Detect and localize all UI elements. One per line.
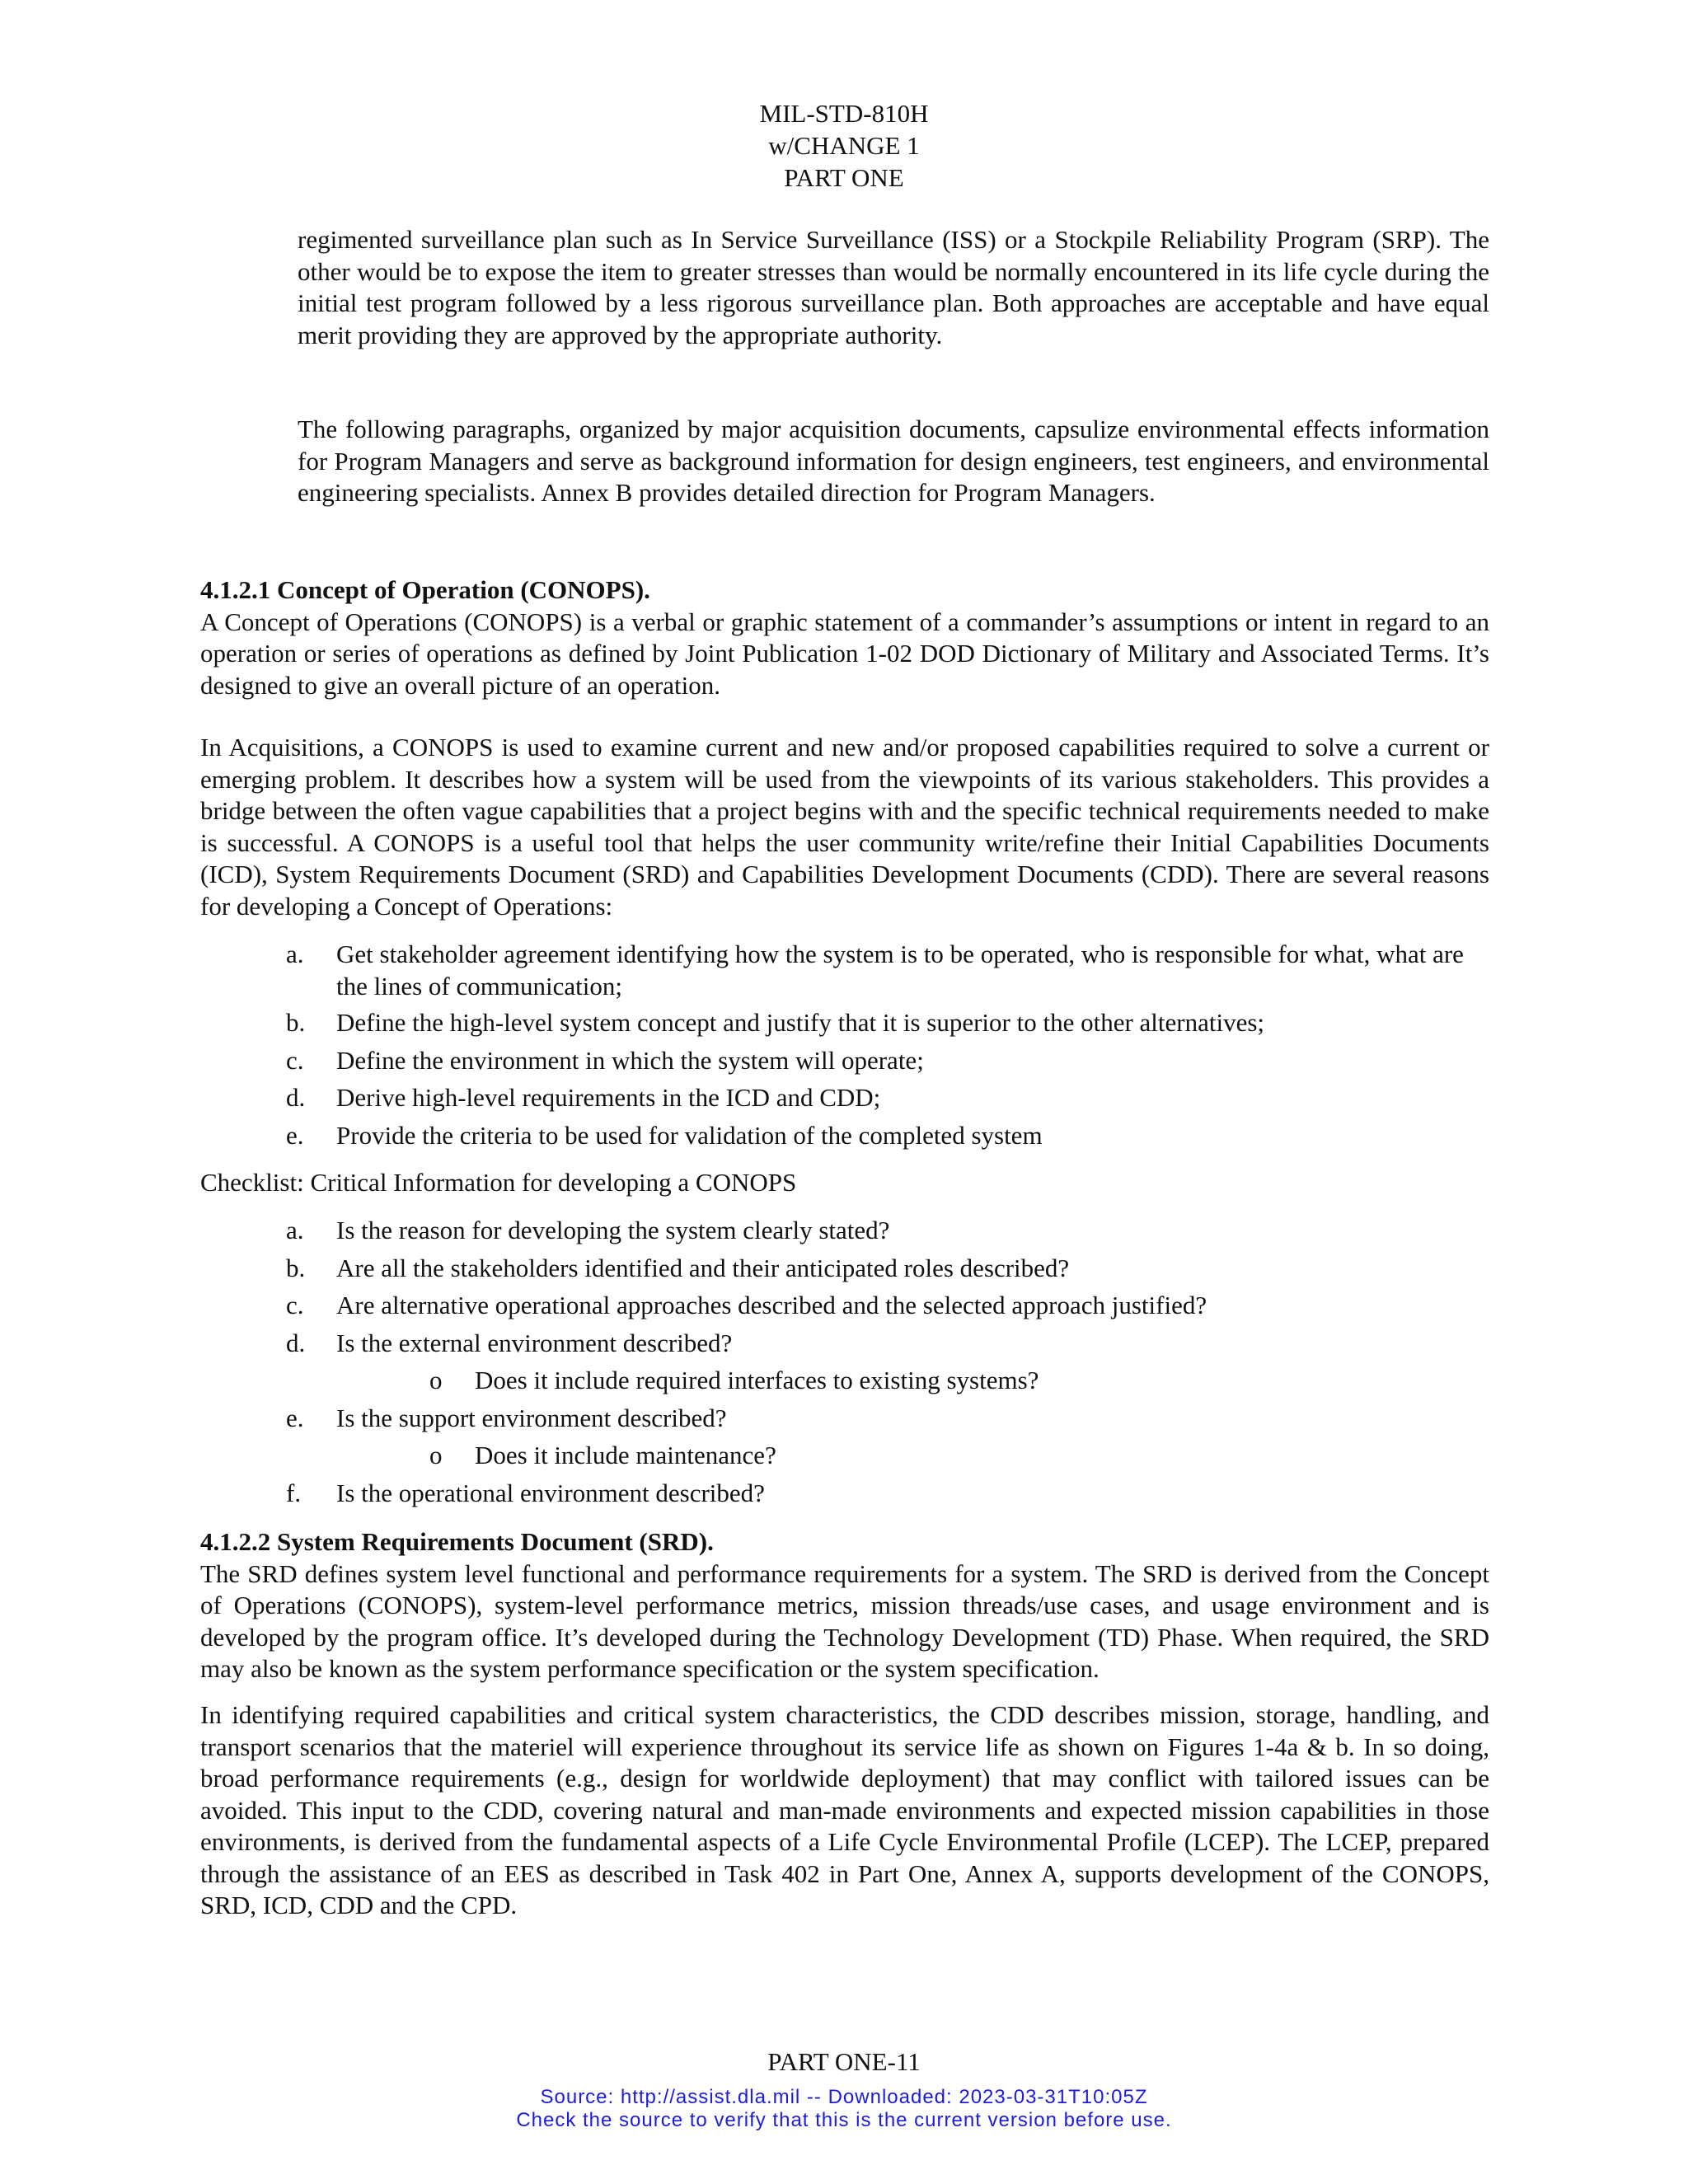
intro-paragraph-2: The following paragraphs, organized by major acquisition documents, capsulize environmental effects information for Program Managers and serve as background information for design engineers, test engineers, and environmental engineering specialists. Annex B provides detailed direction for Program Managers. — [298, 415, 1489, 507]
srd-heading: 4.1.2.2 System Requirements Document (SRD). — [200, 1527, 714, 1556]
sub-list-item: o Does it include required interfaces to existing systems? — [429, 1366, 1039, 1394]
conops-heading: 4.1.2.1 Concept of Operation (CONOPS). — [200, 575, 650, 604]
conops-checklist — [200, 1215, 1489, 1509]
list-item: a. Get stakeholder agreement identifying how the system is to be operated, who is responsible for what, what are the lines of communication; — [286, 940, 1464, 1001]
document-change: w/CHANGE 1 — [768, 131, 920, 160]
verify-line: Check the source to verify that this is the current version before use. — [516, 2109, 1172, 2131]
sub-list-item: o Does it include maintenance? — [429, 1441, 776, 1469]
intro-paragraph-1: regimented surveillance plan such as In Service Surveillance (ISS) or a Stockpile Reliability Program (SRP). The other would be to expose the item to greater stresses than would be normally encountered in its life cycle during the initial test program followed by a less rigorous surveillance plan. Both approaches are acceptable and have equal merit providing they are approved by the appropriate authority. — [298, 225, 1489, 349]
conops-reasons-list — [200, 939, 1489, 1151]
list-item: a. Is the reason for developing the system clearly stated? — [286, 1216, 890, 1244]
list-item: c. Are alternative operational approaches described and the selected approach justified? — [286, 1291, 1207, 1319]
srd-section — [200, 1526, 1489, 1685]
list-item: b. Define the high-level system concept and justify that it is superior to the other alternatives; — [286, 1008, 1265, 1037]
list-item: d. Is the external environment described? — [286, 1328, 733, 1357]
source-notice — [0, 2086, 1688, 2132]
list-item: b. Are all the stakeholders identified and their anticipated roles described? — [286, 1253, 1070, 1282]
conops-paragraph-1: A Concept of Operations (CONOPS) is a verbal or graphic statement of a commander’s assumptions or intent in regard to an operation or series of operations as defined by Joint Publication 1-02 DOD Dictionary of Military and Associated Terms. It’s designed to give an overall picture of an operation. — [200, 607, 1489, 700]
page-number: PART ONE-11 — [767, 2047, 921, 2076]
list-item: c. Define the environment in which the system will operate; — [286, 1045, 924, 1075]
list-item: d. Derive high-level requirements in the ICD and CDD; — [286, 1083, 881, 1112]
list-item: f. Is the operational environment described? — [286, 1478, 765, 1507]
srd-paragraph-2: In identifying required capabilities and critical system characteristics, the CDD describes mission, storage, handling, and transport scenarios that the materiel will experience throughout its service life as shown on Figures 1-4a & b. In so doing, broad performance requirements (e.g., design for worldwide deployment) that may conflict with tailored issues can be avoided. This input to the CDD, covering natural and man-made environments and expected mission capabilities in those environments, is derived from the fundamental aspects of a Life Cycle Environmental Profile (LCEP). The LCEP, prepared through the assistance of an EES as described in Task 402 in Part One, Annex A, supports development of the CONOPS, SRD, ICD, CDD and the CPD. — [200, 1700, 1489, 1919]
document-header — [0, 97, 1688, 194]
list-item: e. Provide the criteria to be used for validation of the completed system — [286, 1120, 1043, 1150]
conops-section — [200, 574, 1489, 701]
document-part: PART ONE — [784, 163, 904, 192]
list-item: e. Is the support environment described? — [286, 1403, 727, 1432]
source-line: Source: http://assist.dla.mil -- Downloaded: 2023-03-31T10:05Z — [540, 2086, 1148, 2108]
checklist-title: Checklist: Critical Information for developing a CONOPS — [200, 1168, 797, 1197]
srd-paragraph-1: The SRD defines system level functional and performance requirements for a system. The SRD is derived from the Concept of Operations (CONOPS), system-level performance metrics, mission threads/use cases, and usage environment and is developed by the program office. It’s developed during the Technology Development (TD) Phase. When required, the SRD may also be known as the system performance specification or the system specification. — [200, 1558, 1489, 1683]
document-id: MIL-STD-810H — [759, 99, 929, 128]
conops-paragraph-2: In Acquisitions, a CONOPS is used to examine current and new and/or proposed capabilities required to solve a current or emerging problem. It describes how a system will be used from the viewpoints of its various stakeholders. This provides a bridge between the often vague capabilities that a project begins with and the specific technical requirements needed to make is successful. A CONOPS is a useful tool that helps the user community write/refine their Initial Capabilities Documents (ICD), System Requirements Document (SRD) and Capabilities Development Documents (CDD). There are several reasons for developing a Concept of Operations: — [200, 733, 1489, 921]
